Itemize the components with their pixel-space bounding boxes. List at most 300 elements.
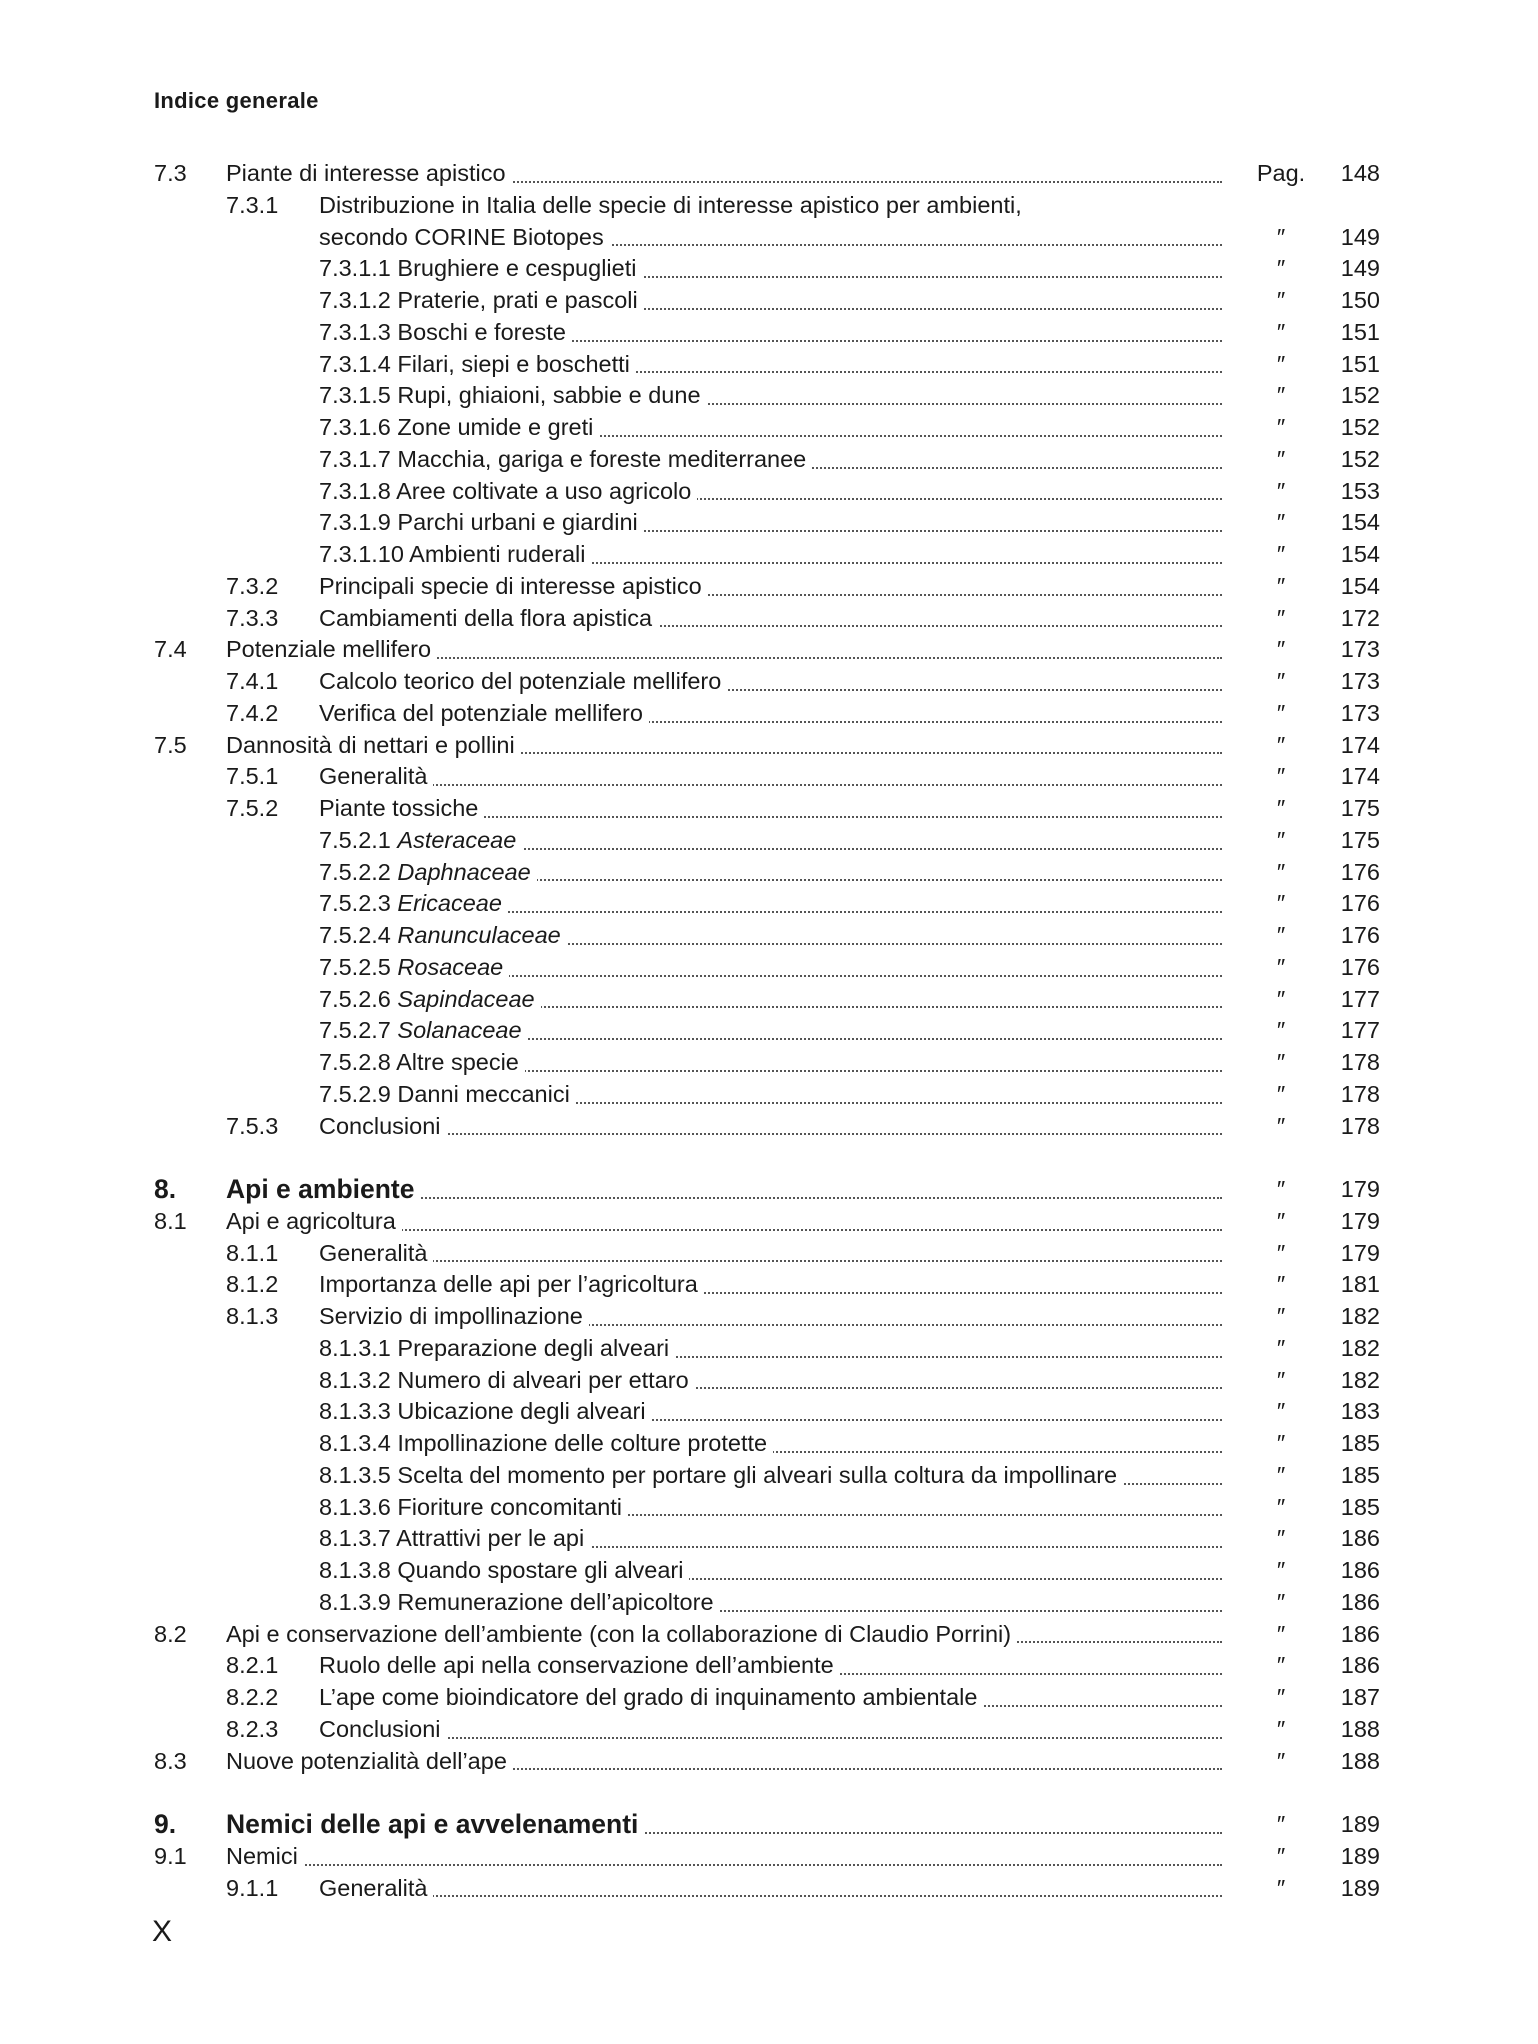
toc-entry-number: 9. <box>154 1809 177 1839</box>
toc-entry[interactable] <box>154 190 1380 222</box>
toc-entry-title <box>319 317 1222 349</box>
ditto-mark: ″ <box>1276 477 1286 504</box>
toc-entry-text: Generalità <box>319 1875 433 1901</box>
ditto-mark: ″ <box>1276 1334 1286 1361</box>
toc-entry-number: 8.1.1 <box>226 1239 279 1266</box>
toc-entry-title <box>319 349 1222 381</box>
ditto-mark: ″ <box>1276 1207 1286 1234</box>
toc-entry-text: Piante tossiche <box>319 795 484 821</box>
ditto-mark: ″ <box>1276 1176 1286 1202</box>
toc-entry-number: 9.1 <box>154 1842 187 1869</box>
toc-page-number: 186 <box>1340 1557 1380 1583</box>
toc-page-number: 179 <box>1340 1239 1380 1266</box>
toc-entry-title <box>226 634 1222 666</box>
toc-page-number: 177 <box>1340 1017 1380 1044</box>
toc-entry-title <box>319 920 1222 952</box>
section-spacer <box>154 1142 1380 1174</box>
toc-entry-text: 7.5.2.2 Daphnaceae <box>319 859 537 885</box>
toc-entry[interactable] <box>154 1714 1380 1746</box>
toc-entry[interactable] <box>154 349 1380 381</box>
toc-entry[interactable] <box>154 476 1380 508</box>
toc-entry-number: 8. <box>154 1174 177 1204</box>
ditto-mark: ″ <box>1276 1557 1286 1583</box>
toc-entry[interactable] <box>154 984 1380 1016</box>
ditto-mark: ″ <box>1276 382 1286 409</box>
toc-entry-title <box>319 1682 1222 1714</box>
ditto-mark: ″ <box>1276 1620 1286 1647</box>
toc-entry[interactable] <box>154 1492 1380 1524</box>
toc-page-number: 149 <box>1340 223 1380 250</box>
toc-entry[interactable] <box>154 1619 1380 1651</box>
toc-page-number: 152 <box>1340 382 1380 409</box>
toc-entry[interactable] <box>154 920 1380 952</box>
toc-entry-number: 8.2 <box>154 1620 187 1647</box>
toc-entry-text: 8.1.3.1 Preparazione degli alveari <box>319 1335 675 1361</box>
toc-entry[interactable] <box>154 222 1380 254</box>
toc-entry-text: 7.5.2.5 Rosaceae <box>319 954 509 980</box>
toc-entry-title <box>319 698 1222 730</box>
ditto-mark: ″ <box>1276 985 1286 1012</box>
toc-page-number: 152 <box>1340 445 1380 472</box>
toc-entry-text: Calcolo teorico del potenziale mellifero <box>319 668 727 694</box>
toc-entry-text: Api e conservazione dell’ambiente (con la collaborazione di Claudio Porrini) <box>226 1621 1017 1647</box>
toc-entry-text: 7.3.1.10 Ambienti ruderali <box>319 541 592 567</box>
toc-entry-number: 8.2.3 <box>226 1715 279 1742</box>
toc-entry-title <box>319 571 1222 603</box>
toc-entry-title <box>319 1015 1222 1047</box>
toc-entry-title <box>226 1746 1222 1778</box>
toc-page-number: 149 <box>1340 255 1380 282</box>
toc-entry-text: 7.5.2.4 Ranunculaceae <box>319 922 567 948</box>
toc-entry-title <box>319 476 1222 508</box>
toc-entry[interactable] <box>154 1650 1380 1682</box>
toc-page-number: 186 <box>1340 1588 1380 1615</box>
toc-entry-number: 7.5.2 <box>226 795 279 821</box>
toc-entry-text: 7.3.1.7 Macchia, gariga e foreste mediterranee <box>319 446 812 472</box>
ditto-mark: ″ <box>1276 1049 1286 1075</box>
toc-entry-text: L’ape come bioindicatore del grado di inquinamento ambientale <box>319 1684 983 1710</box>
toc-entry-text: 7.5.2.7 Solanaceae <box>319 1017 528 1043</box>
toc-entry-text: Generalità <box>319 763 433 789</box>
toc-entry-title <box>226 1174 1222 1206</box>
toc-entry-title <box>319 825 1222 857</box>
ditto-mark: ″ <box>1276 1112 1286 1139</box>
toc-entry-text: secondo CORINE Biotopes <box>319 224 610 250</box>
toc-entry[interactable] <box>154 1269 1380 1301</box>
toc-entry[interactable] <box>154 1396 1380 1428</box>
table-of-contents <box>154 158 1380 1904</box>
toc-entry[interactable] <box>154 1333 1380 1365</box>
ditto-mark: ″ <box>1276 699 1286 726</box>
toc-entry-text: 8.1.3.2 Numero di alveari per ettaro <box>319 1367 695 1393</box>
ditto-mark: ″ <box>1276 414 1286 440</box>
ditto-mark: ″ <box>1276 1652 1286 1679</box>
toc-entry-text: Verifica del potenziale mellifero <box>319 700 649 726</box>
toc-page-number: 176 <box>1340 953 1380 980</box>
toc-entry-title <box>319 1301 1222 1333</box>
toc-entry-text: Conclusioni <box>319 1716 446 1742</box>
toc-entry-title <box>319 761 1222 793</box>
ditto-mark: ″ <box>1276 890 1286 917</box>
toc-entry-text: 8.1.3.9 Remunerazione dell’apicoltore <box>319 1589 720 1615</box>
toc-entry-text: 7.3.1.8 Aree coltivate a uso agricolo <box>319 478 697 504</box>
ditto-mark: ″ <box>1276 1080 1286 1107</box>
ditto-mark: ″ <box>1276 953 1286 980</box>
toc-entry-title <box>319 1047 1222 1079</box>
toc-entry-italic-name: Ranunculaceae <box>397 922 561 948</box>
toc-page-number: 185 <box>1340 1493 1380 1520</box>
toc-entry-text: 8.1.3.8 Quando spostare gli alveari <box>319 1557 689 1583</box>
toc-chapter-entry[interactable] <box>154 1174 1380 1206</box>
toc-entry-title <box>319 412 1222 444</box>
toc-page-number: 154 <box>1340 509 1380 536</box>
toc-entry[interactable] <box>154 1841 1380 1873</box>
dot-leader <box>319 1133 1222 1135</box>
toc-entry-italic-name: Asteraceae <box>397 826 517 853</box>
toc-page-number: 178 <box>1340 1049 1380 1075</box>
toc-entry-italic-name: Solanaceae <box>397 1017 522 1044</box>
ditto-mark: ″ <box>1276 1271 1286 1298</box>
ditto-mark: ″ <box>1276 1017 1286 1044</box>
toc-entry-text: 8.1.3.7 Attrattivi per le api <box>319 1525 590 1551</box>
toc-entry-text: Nuove potenzialità dell’ape <box>226 1748 513 1774</box>
toc-page-number: 176 <box>1340 858 1380 885</box>
toc-entry-number: 7.3 <box>154 160 187 186</box>
ditto-mark: ″ <box>1276 731 1286 758</box>
toc-entry-title <box>226 1206 1222 1238</box>
toc-entry[interactable] <box>154 571 1380 603</box>
toc-entry[interactable] <box>154 412 1380 444</box>
toc-entry-title <box>319 1460 1222 1492</box>
toc-entry[interactable] <box>154 698 1380 730</box>
ditto-mark: ″ <box>1276 795 1286 821</box>
toc-entry-italic-name: Ericaceae <box>397 890 502 917</box>
toc-page-number: 152 <box>1340 414 1380 440</box>
toc-entry-text: Api e agricoltura <box>226 1208 402 1234</box>
toc-entry-title <box>319 1428 1222 1460</box>
ditto-mark: ″ <box>1276 1303 1286 1329</box>
toc-page-number: 182 <box>1340 1303 1380 1329</box>
toc-page-number: 153 <box>1340 477 1380 504</box>
toc-entry-title <box>319 984 1222 1016</box>
toc-entry[interactable] <box>154 1555 1380 1587</box>
running-header: Indice generale <box>154 88 319 113</box>
toc-entry-title <box>319 253 1222 285</box>
toc-entry-title <box>319 1492 1222 1524</box>
toc-entry-title <box>319 1079 1222 1111</box>
toc-entry-title <box>319 222 1222 254</box>
toc-entry-text: 8.1.3.6 Fioriture concomitanti <box>319 1494 628 1520</box>
toc-entry-number: 8.1.2 <box>226 1271 279 1298</box>
toc-entry[interactable] <box>154 507 1380 539</box>
ditto-mark: ″ <box>1276 541 1286 567</box>
toc-page-number: 176 <box>1340 922 1380 948</box>
toc-page-number: 181 <box>1340 1271 1380 1298</box>
toc-entry-text: Cambiamenti della flora apistica <box>319 605 658 631</box>
toc-entry[interactable] <box>154 285 1380 317</box>
toc-entry[interactable] <box>154 1746 1380 1778</box>
toc-entry-text: Api e ambiente <box>226 1174 421 1204</box>
ditto-mark: ″ <box>1276 636 1286 663</box>
dot-leader <box>319 1260 1222 1262</box>
toc-entry-text: 8.1.3.5 Scelta del momento per portare gli alveari sulla coltura da impollinare <box>319 1462 1123 1488</box>
toc-chapter-entry[interactable] <box>154 1809 1380 1841</box>
toc-entry-text: 7.3.1.9 Parchi urbani e giardini <box>319 509 644 535</box>
toc-entry-text: 7.5.2.1 Asteraceae <box>319 827 522 853</box>
toc-entry[interactable] <box>154 1047 1380 1079</box>
ditto-mark: ″ <box>1276 1493 1286 1520</box>
toc-entry-number: 7.5.3 <box>226 1112 279 1139</box>
ditto-mark: ″ <box>1276 1525 1286 1552</box>
ditto-mark: ″ <box>1276 858 1286 885</box>
toc-entry-title <box>319 1365 1222 1397</box>
ditto-mark: ″ <box>1276 763 1286 790</box>
toc-entry[interactable] <box>154 1301 1380 1333</box>
toc-entry[interactable] <box>154 1460 1380 1492</box>
ditto-mark: ″ <box>1276 1239 1286 1266</box>
toc-entry-number: 8.1 <box>154 1207 187 1234</box>
toc-entry-text: Generalità <box>319 1240 433 1266</box>
toc-page-number: 174 <box>1340 731 1380 758</box>
toc-page-number: 189 <box>1340 1874 1380 1901</box>
toc-entry-italic-name: Daphnaceae <box>397 858 531 885</box>
toc-entry[interactable] <box>154 825 1380 857</box>
toc-entry-number: 7.3.3 <box>226 604 279 631</box>
toc-entry[interactable] <box>154 730 1380 762</box>
toc-entry[interactable] <box>154 444 1380 476</box>
toc-entry-text: Conclusioni <box>319 1113 446 1139</box>
toc-entry-text: 8.1.3.4 Impollinazione delle colture protette <box>319 1430 773 1456</box>
toc-entry-text: 7.5.2.8 Altre specie <box>319 1049 525 1075</box>
toc-entry-number: 7.4.1 <box>226 668 279 694</box>
toc-entry[interactable] <box>154 666 1380 698</box>
toc-entry-title <box>319 1396 1222 1428</box>
toc-entry[interactable] <box>154 1111 1380 1143</box>
toc-entry-number: 7.3.2 <box>226 572 279 599</box>
ditto-mark: ″ <box>1276 1811 1286 1837</box>
ditto-mark: ″ <box>1276 287 1286 313</box>
toc-page-number: 151 <box>1340 318 1380 345</box>
toc-entry-number: 7.4 <box>154 636 187 663</box>
toc-page-number: 187 <box>1340 1684 1380 1710</box>
toc-entry-number: 7.5 <box>154 731 187 758</box>
toc-entry-title <box>319 1587 1222 1619</box>
toc-entry-text: Nemici <box>226 1843 304 1869</box>
toc-entry-title <box>319 1269 1222 1301</box>
toc-page-number: 179 <box>1340 1176 1380 1202</box>
toc-page-number: 178 <box>1340 1112 1380 1139</box>
toc-entry-title <box>226 158 1222 190</box>
toc-entry-title <box>319 888 1222 920</box>
ditto-mark: ″ <box>1276 604 1286 631</box>
toc-entry-title <box>319 1333 1222 1365</box>
ditto-mark: ″ <box>1276 255 1286 282</box>
toc-page-number: 183 <box>1340 1398 1380 1425</box>
toc-entry-number: 7.5.1 <box>226 763 279 790</box>
ditto-mark: ″ <box>1276 318 1286 345</box>
ditto-mark: ″ <box>1276 1842 1286 1869</box>
toc-entry-text: 7.5.2.9 Danni meccanici <box>319 1081 576 1107</box>
ditto-mark: ″ <box>1276 350 1286 377</box>
toc-page-number: 172 <box>1340 604 1380 631</box>
toc-entry-text: Importanza delle api per l’agricoltura <box>319 1271 704 1297</box>
toc-page-number: 182 <box>1340 1366 1380 1393</box>
toc-page-number: 186 <box>1340 1525 1380 1552</box>
ditto-mark: ″ <box>1276 668 1286 694</box>
toc-entry-title <box>319 793 1222 825</box>
ditto-mark: ″ <box>1276 1747 1286 1774</box>
toc-entry-title <box>319 190 1222 222</box>
toc-entry-title <box>226 1841 1222 1873</box>
toc-page-number: 176 <box>1340 890 1380 917</box>
toc-entry[interactable] <box>154 1365 1380 1397</box>
toc-entry-number: 8.1.3 <box>226 1303 279 1329</box>
toc-entry[interactable] <box>154 539 1380 571</box>
toc-entry-title <box>319 1238 1222 1270</box>
toc-entry-title <box>319 1650 1222 1682</box>
toc-page-number: 154 <box>1340 572 1380 599</box>
toc-entry[interactable] <box>154 761 1380 793</box>
toc-page-number: 175 <box>1340 826 1380 853</box>
toc-entry[interactable] <box>154 1523 1380 1555</box>
page-label: Pag. <box>1256 160 1306 186</box>
toc-entry-title <box>319 1714 1222 1746</box>
toc-entry-title <box>319 603 1222 635</box>
dot-leader <box>319 1895 1222 1897</box>
ditto-mark: ″ <box>1276 445 1286 472</box>
toc-entry-text: 7.3.1.3 Boschi e foreste <box>319 319 572 345</box>
toc-page-number: 154 <box>1340 541 1380 567</box>
ditto-mark: ″ <box>1276 922 1286 948</box>
toc-entry[interactable] <box>154 634 1380 666</box>
toc-page-number: 151 <box>1340 350 1380 377</box>
toc-entry[interactable] <box>154 1238 1380 1270</box>
dot-leader <box>319 1737 1222 1739</box>
toc-entry-text: Ruolo delle api nella conservazione dell’ambiente <box>319 1652 840 1678</box>
toc-entry[interactable] <box>154 158 1380 190</box>
toc-entry-text: Distribuzione in Italia delle specie di interesse apistico per ambienti, <box>319 192 1028 218</box>
toc-entry[interactable] <box>154 952 1380 984</box>
toc-entry-text: 7.3.1.4 Filari, siepi e boschetti <box>319 351 636 377</box>
toc-entry-text: 7.3.1.5 Rupi, ghiaioni, sabbie e dune <box>319 382 707 408</box>
toc-page-number: 178 <box>1340 1080 1380 1107</box>
toc-page-number: 188 <box>1340 1715 1380 1742</box>
toc-page-number: 185 <box>1340 1430 1380 1456</box>
toc-entry[interactable] <box>154 380 1380 412</box>
toc-page-number: 182 <box>1340 1334 1380 1361</box>
toc-page-number: 148 <box>1340 160 1380 186</box>
toc-entry-text: Servizio di impollinazione <box>319 1303 589 1329</box>
dot-leader <box>226 1864 1222 1866</box>
toc-entry-number: 8.3 <box>154 1747 187 1774</box>
toc-entry-number: 8.2.1 <box>226 1652 279 1679</box>
ditto-mark: ″ <box>1276 223 1286 250</box>
toc-entry[interactable] <box>154 1015 1380 1047</box>
toc-entry-text: 7.3.1.6 Zone umide e greti <box>319 414 599 440</box>
toc-entry-text: Nemici delle api e avvelenamenti <box>226 1809 644 1839</box>
toc-page-number: 185 <box>1340 1461 1380 1488</box>
ditto-mark: ″ <box>1276 1461 1286 1488</box>
toc-page-number: 174 <box>1340 763 1380 790</box>
toc-entry-text: Piante di interesse apistico <box>226 160 512 186</box>
toc-entry-number: 7.4.2 <box>226 699 279 726</box>
toc-page-number: 189 <box>1340 1811 1380 1837</box>
toc-entry-title <box>319 539 1222 571</box>
toc-entry-text: 7.3.1.1 Brughiere e cespuglieti <box>319 255 642 281</box>
toc-entry[interactable] <box>154 603 1380 635</box>
toc-entry[interactable] <box>154 317 1380 349</box>
toc-entry-text: 7.3.1.2 Praterie, prati e pascoli <box>319 287 644 313</box>
toc-page-number: 186 <box>1340 1652 1380 1679</box>
toc-entry-number: 7.3.1 <box>226 191 279 218</box>
toc-page-number: 173 <box>1340 699 1380 726</box>
ditto-mark: ″ <box>1276 1874 1286 1901</box>
toc-entry-text: Dannosità di nettari e pollini <box>226 732 521 758</box>
toc-entry-title <box>319 1111 1222 1143</box>
ditto-mark: ″ <box>1276 572 1286 599</box>
toc-page-number: 173 <box>1340 668 1380 694</box>
toc-entry-text: 7.5.2.3 Ericaceae <box>319 890 508 916</box>
toc-entry[interactable] <box>154 888 1380 920</box>
toc-entry[interactable] <box>154 253 1380 285</box>
toc-entry[interactable] <box>154 1206 1380 1238</box>
toc-page-number: 186 <box>1340 1620 1380 1647</box>
toc-entry-title <box>226 730 1222 762</box>
toc-entry-title <box>319 666 1222 698</box>
ditto-mark: ″ <box>1276 1588 1286 1615</box>
toc-entry-title <box>226 1809 1222 1841</box>
toc-page-number: 179 <box>1340 1207 1380 1234</box>
ditto-mark: ″ <box>1276 1398 1286 1425</box>
ditto-mark: ″ <box>1276 1715 1286 1742</box>
toc-page-number: 150 <box>1340 287 1380 313</box>
ditto-mark: ″ <box>1276 509 1286 536</box>
toc-entry-text: Potenziale mellifero <box>226 636 437 662</box>
toc-page-number: 173 <box>1340 636 1380 663</box>
ditto-mark: ″ <box>1276 1684 1286 1710</box>
toc-entry[interactable] <box>154 857 1380 889</box>
toc-entry[interactable] <box>154 1873 1380 1905</box>
ditto-mark: ″ <box>1276 1430 1286 1456</box>
toc-entry-title <box>319 444 1222 476</box>
toc-entry[interactable] <box>154 1587 1380 1619</box>
toc-page-number: 177 <box>1340 985 1380 1012</box>
toc-entry-title <box>226 1619 1222 1651</box>
toc-page-number: 189 <box>1340 1842 1380 1869</box>
section-spacer <box>154 1777 1380 1809</box>
toc-entry-title <box>319 952 1222 984</box>
toc-entry[interactable] <box>154 1682 1380 1714</box>
dot-leader <box>319 784 1222 786</box>
toc-entry-title <box>319 507 1222 539</box>
toc-entry-title <box>319 857 1222 889</box>
toc-entry[interactable] <box>154 793 1380 825</box>
toc-entry-text: Principali specie di interesse apistico <box>319 573 708 599</box>
ditto-mark: ″ <box>1276 826 1286 853</box>
toc-page-number: 175 <box>1340 795 1380 821</box>
toc-entry-number: 8.2.2 <box>226 1684 279 1710</box>
toc-entry-title <box>319 1555 1222 1587</box>
toc-entry-title <box>319 1523 1222 1555</box>
toc-page-number: 188 <box>1340 1747 1380 1774</box>
toc-entry[interactable] <box>154 1079 1380 1111</box>
toc-entry-italic-name: Sapindaceae <box>397 985 535 1012</box>
toc-entry-italic-name: Rosaceae <box>397 953 504 980</box>
toc-entry-title <box>319 1873 1222 1905</box>
toc-entry[interactable] <box>154 1428 1380 1460</box>
page-number: X <box>152 1915 173 1948</box>
toc-entry-text: 8.1.3.3 Ubicazione degli alveari <box>319 1398 652 1424</box>
